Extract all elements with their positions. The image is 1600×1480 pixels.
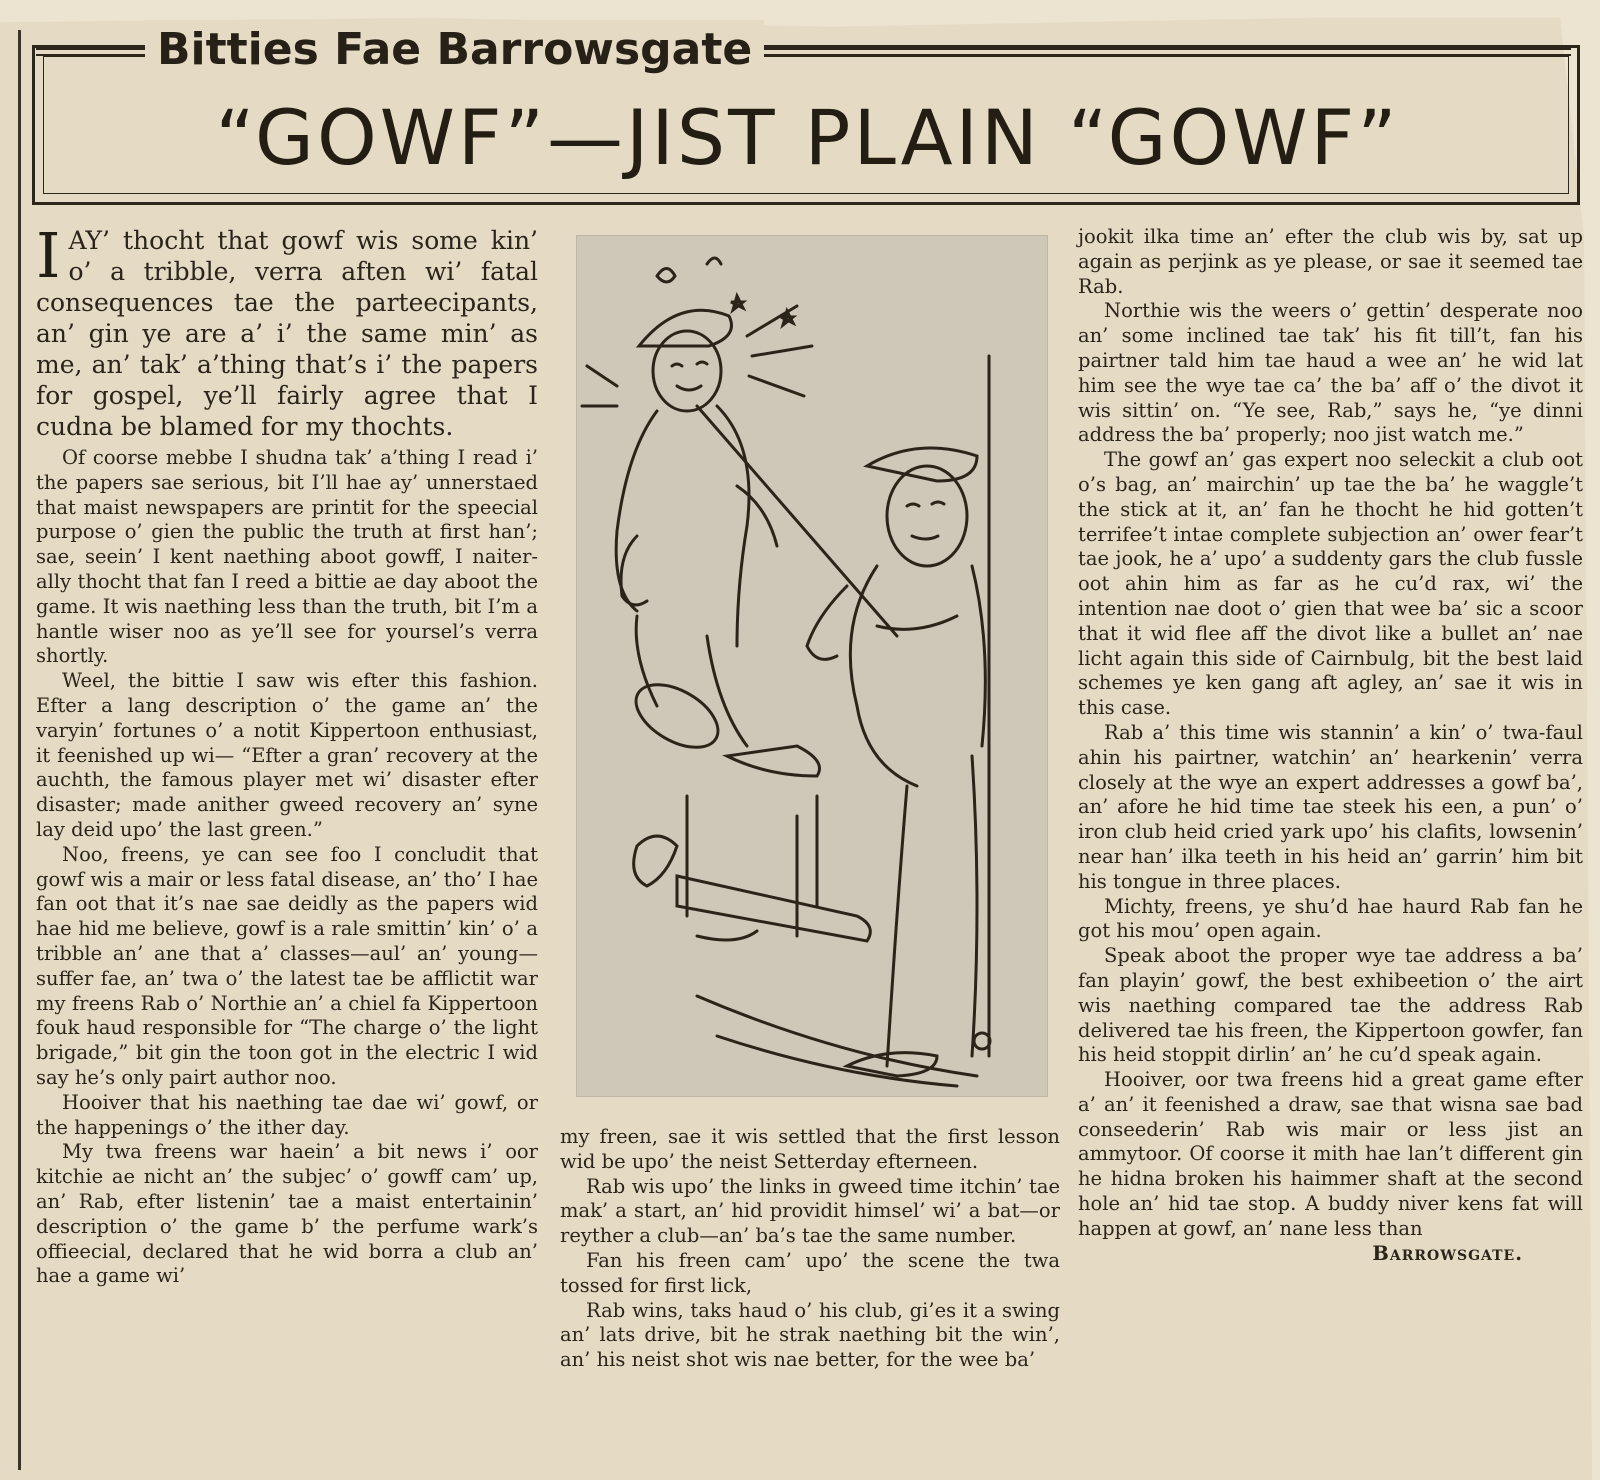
paragraph: Weel, the bittie I saw wis efter this fashion. Efter a lang description o’ the game an’ the varyin’ fortunes o’ a notit Kippertoon enthusiast, it feenished up wi— “Efter a gran’ recovery at the auchth, the famous player met wi’ disaster efter disaster; made anither gweed recovery an’ syne lay deid upo’ the last green.” <box>36 669 538 841</box>
paragraph: Hooiver, oor twa freens hid a great game efter a’ an’ it feenished a draw, sae that wisna sae bad conseederin’ Rab wis mair or less jist an ammytoor. Of coorse it mith hae lan’t different gin he hidna broken his haimmer shaft at the second hole an’ hid tae stop. A buddy niver kens fat will happen at gowf, an’ nane less than <box>1078 1068 1583 1240</box>
star-icon <box>731 296 743 310</box>
star-icon <box>657 269 675 283</box>
paragraph: Speak aboot the proper wye tae address a ba’ fan playin’ gowf, the best exhibeetion o’ the airt wis naething compared tae the address Rab delivered tae his freen, the Kippertoon gowfer, fan his heid stoppit dirlin’ an’ he cu’d speak again. <box>1078 944 1583 1067</box>
paragraph: my freen, sae it wis settled that the first lesson wid be upo’ the neist Setterday efterneen. <box>560 1125 1060 1173</box>
lead-paragraph <box>36 219 538 442</box>
author-signature: Barrowsgate. <box>1372 1241 1523 1265</box>
star-icon <box>707 258 721 264</box>
cartoon-illustration <box>576 235 1048 1097</box>
article-column-2 <box>560 1125 1060 1373</box>
divot-icon <box>634 836 677 886</box>
head-icon <box>887 466 967 566</box>
golf-club-icon <box>697 406 897 636</box>
cap-icon <box>867 448 977 481</box>
golfer-cartoon-drawing <box>577 236 1047 1096</box>
paragraph: Of coorse mebbe I shudna tak’ a’thing I read i’ the papers sae serious, bit I’ll hae ay’ unnerstaed that maist newspapers are printit for the speecial purpose o’ gien the public the truth at first han’; sae, seein’ I kent naething aboot gowff, I naiterally thocht that fan I reed a bittie ae day aboot the game. It wis naething less than the truth, bit I’m a hantle wiser noo as ye’ll see for yoursel’s verra shortly. <box>36 446 538 668</box>
paragraph: Hooiver that his naething tae dae wi’ gowf, or the happenings o’ the ither day. <box>36 1090 538 1139</box>
paragraph: The gowf an’ gas expert noo seleckit a club oot o’s bag, an’ mairchin’ up tae the ba’ he waggle’t the stick at it, an’ fan he thocht he hid gotten’t terrifee’t intae complete subjection an’ ower fear’t tae jook, he a’ upo’ a suddenty gars the club fussle oot ahin him as far as he cu’d rax, wi’ the intention nae doot o’ gien that wee ba’ sic a scoor that it wid flee aff the divot like a bullet an’ nae licht again this side of Cairnbulg, bit the best laid schemes ye ken gang aft agley, an’ sae it wis in this case. <box>1078 448 1583 720</box>
paragraph: Northie wis the weers o’ gettin’ desperate noo an’ some inclined tae tak’ his fit till’t, fan his pairtner tald him tae haud a wee an’ he wid lat him see the wye tae ca’ the ba’ aff o’ the divot it wis sittin’ on. “Ye see, Rab,” says he, “ye dinni address the ba’ properly; noo jist watch me.” <box>1078 299 1583 447</box>
shoe-icon <box>727 746 820 776</box>
headline: “GOWF”—JIST PLAIN “GOWF” <box>215 93 1400 182</box>
paragraph: Noo, freens, ye can see foo I concludit that gowf wis a mair or less fatal disease, an’ tho’ I hae fan oot that it’s nae sae deidly as the papers wid hae hid me believe, gowf is a rale smittin’ kin’ o’ a tribble an’ ane that a’ classes—aul’ an’ young—suffer fae, an’ twa o’ the latest tae be afflictit war my freens Rab o’ Northie an’ a chiel fa Kippertoon fouk haud responsible for “The charge o’ the light brigade,” bit gin the toon got in the electric I wid say he’s only pairt author noo. <box>36 842 538 1089</box>
signature-line <box>1078 1242 1583 1267</box>
paragraph: Rab wins, taks haud o’ his club, gi’es it a swing an’ lats drive, bit he strak naething bit the win’, an’ his neist shot wis nae better, for the wee ba’ <box>560 1298 1060 1372</box>
article-column-3 <box>1078 225 1583 1266</box>
paragraph: My twa freens war haein’ a bit news i’ oor kitchie ae nicht an’ the subjec’ o’ gowff cam’ up, an’ Rab, efter listenin’ tae a maist entertainin’ description o’ the game b’ the perfume wark’s offieecial, declared that he wid borra a club an’ hae a game wi’ <box>36 1140 538 1288</box>
drop-cap: I <box>36 219 61 292</box>
paragraph: Fan his freen cam’ upo’ the scene the twa tossed for first lick, <box>560 1248 1060 1297</box>
paragraph: Michty, freens, ye shu’d hae haurd Rab fan he got his mou’ open again. <box>1078 894 1583 943</box>
lead-text: AY’ thocht that gowf wis some kin’ o’ a tribble, verra aften wi’ fatal consequences tae the parteecipants, an’ gin ye are a’ i’ the same min’ as me, an’ tak’ a’thing that’s i’ the papers for gospel, ye’ll fairly agree that I cudna be blamed for my thochts. <box>36 226 538 441</box>
paragraph: Rab wis upo’ the links in gweed time itchin’ tae mak’ a start, an’ hid providit himsel’ wi’ a bat—or reyther a club—an’ ba’s tae the same number. <box>560 1174 1060 1248</box>
column-rule <box>18 30 21 1470</box>
head-icon <box>653 331 721 411</box>
paragraph: Rab a’ this time wis stannin’ a kin’ o’ twa-faul ahin his pairtner, watchin’ an’ hearkenin’ verra closely at the wye an expert addresses a gowf ba’, an’ afore he hid time tae steek his een, a pun’ o’ iron club heid cried yark upo’ his clafits, lowsenin’ near han’ ilka teeth in his heid an’ garrin’ him bit his tongue in three places. <box>1078 720 1583 893</box>
shoe-icon <box>626 672 729 760</box>
column-name: Bitties Fae Barrowsgate <box>145 20 764 80</box>
cap-icon <box>639 310 732 346</box>
paragraph: jookit ilka time an’ efter the club wis by, sat up again as perjink as ye please, or sae it seemed tae Rab. <box>1078 225 1583 298</box>
article-column-1 <box>36 219 538 1289</box>
